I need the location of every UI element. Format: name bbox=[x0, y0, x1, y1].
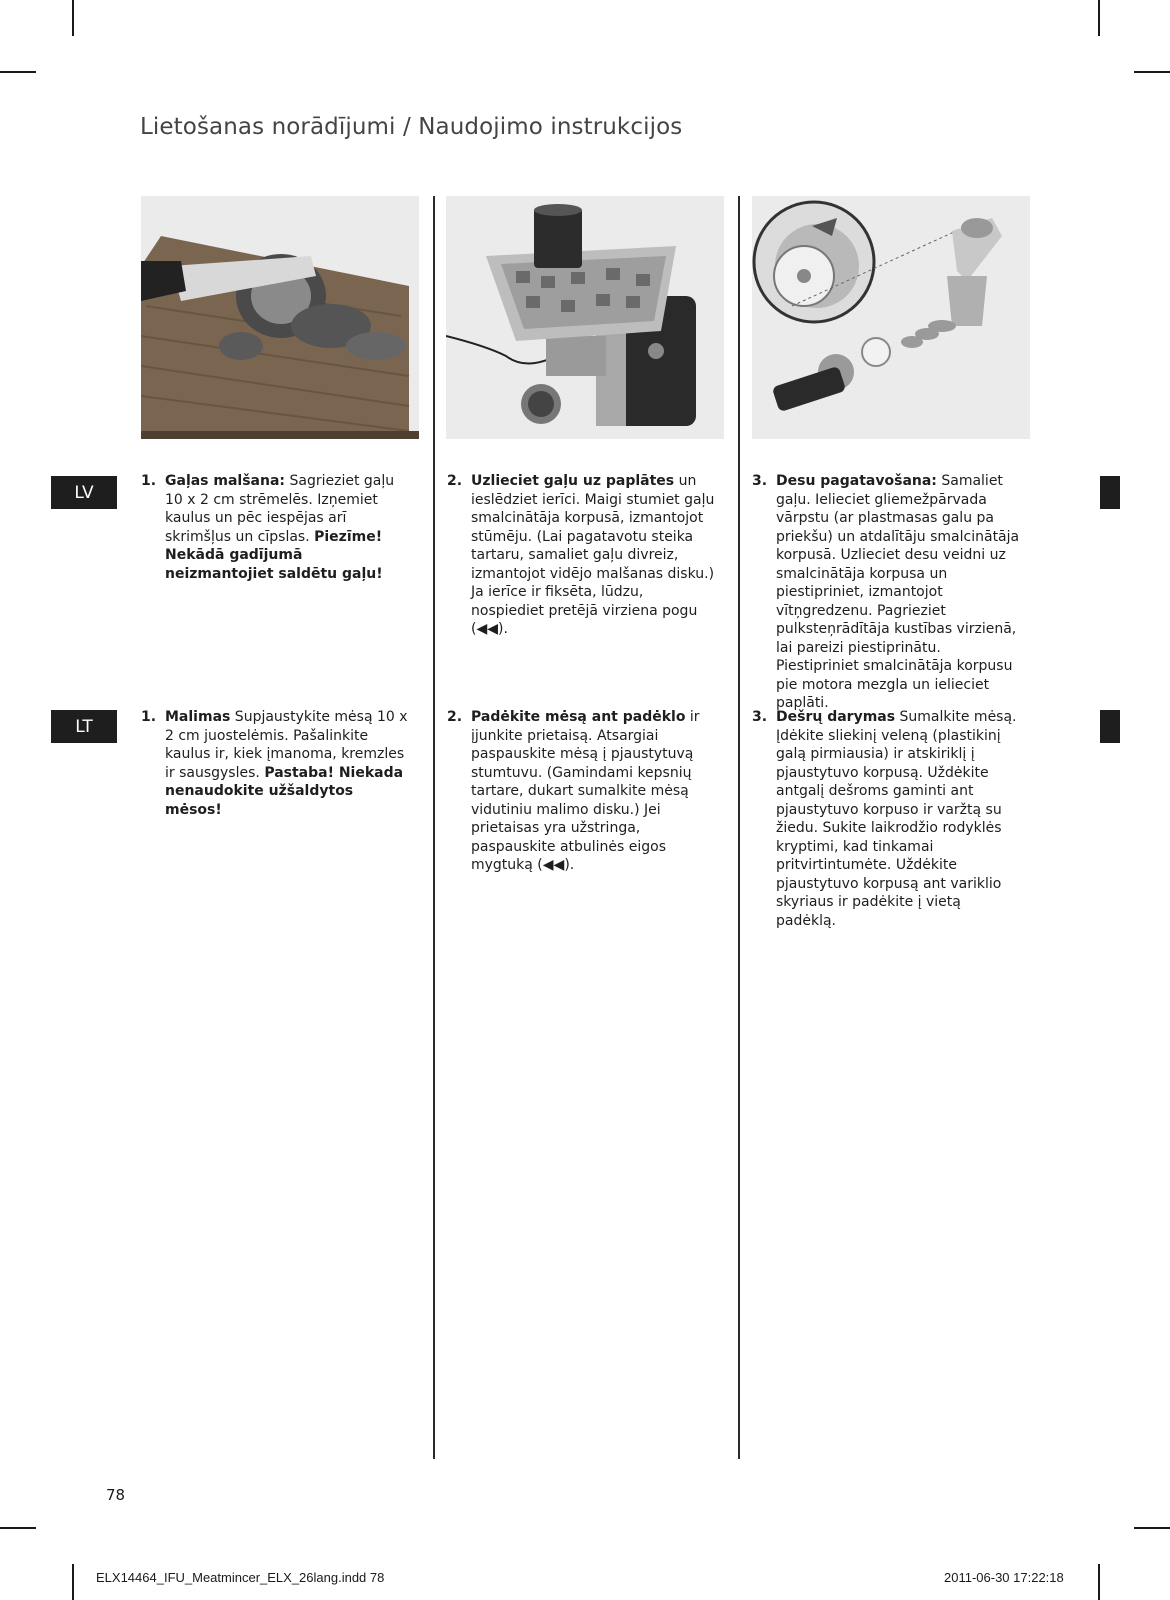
crop-mark bbox=[0, 71, 36, 73]
edge-tab bbox=[1100, 476, 1120, 509]
language-tab-lv: LV bbox=[51, 476, 117, 509]
sausage-attachment-assembly-image bbox=[752, 196, 1030, 439]
instruction-step bbox=[447, 472, 715, 639]
step-text: Samaliet gaļu. Ielieciet gliemežpārvada vārpstu (ar plastmasas galu pa priekšu) un atdalītāju smalcinātāja korpusā. Uzlieciet desu veidni uz smalcinātāja korpusa un piestipriniet, izmantojot vītņgredzenu. Pagrieziet pulksteņrādītāja kustības virzienā, lai pareizi piestiprinātu. Piestipriniet smalcinātāja korpusu pie motora mezgla un ielieciet paplāti. bbox=[776, 473, 1020, 711]
instruction-step bbox=[141, 472, 409, 583]
step-warning: Pastaba! Niekada nenaudokite užšaldytos mėsos! bbox=[165, 764, 404, 818]
step-heading: Gaļas malšana: bbox=[165, 473, 286, 489]
meat-mincer-with-tray-image bbox=[446, 196, 724, 439]
step-number: 2. bbox=[447, 473, 463, 489]
crop-mark bbox=[72, 1564, 74, 1600]
step-heading: Padėkite mėsą ant padėklo bbox=[471, 709, 686, 725]
column-divider bbox=[738, 196, 740, 1459]
step-heading: Uzlieciet gaļu uz paplātes bbox=[471, 473, 675, 489]
step-text: Supjaustykite mėsą 10 x 2 cm juostelėmis. Pašalinkite kaulus ir, kiek įmanoma, kremzles ir sausgysles. bbox=[165, 709, 408, 781]
step-text: Sagrieziet gaļu 10 x 2 cm strēmelēs. Izņemiet kaulus un pēc iespējas arī skrimšļus un cīpslas. bbox=[165, 473, 395, 545]
crop-mark bbox=[1134, 1527, 1170, 1529]
language-tab-lt: LT bbox=[51, 710, 117, 743]
step-number: 3. bbox=[752, 709, 768, 725]
crop-mark bbox=[1134, 71, 1170, 73]
reverse-icon: ◀◀ bbox=[542, 857, 565, 873]
step-number: 2. bbox=[447, 709, 463, 725]
step-text: un ieslēdziet ierīci. Maigi stumiet gaļu smalcinātāja korpusā, izmantojot stūmēju. (Lai pagatavotu steika tartaru, samaliet gaļu divreiz, izmantojot vidējo malšanas disku.) Ja ierīce ir fiksēta, lūdzu, nospiediet pretējā virziena pogu ( bbox=[471, 473, 715, 637]
crop-mark bbox=[1098, 0, 1100, 36]
step-heading: Malimas bbox=[165, 709, 231, 725]
step-heading: Dešrų darymas bbox=[776, 709, 896, 725]
page-title: Lietošanas norādījumi / Naudojimo instrukcijos bbox=[140, 114, 683, 140]
step-number: 1. bbox=[141, 709, 157, 725]
page-number: 78 bbox=[106, 1486, 126, 1504]
crop-mark bbox=[0, 1527, 36, 1529]
crop-mark bbox=[72, 0, 74, 36]
step-number: 3. bbox=[752, 473, 768, 489]
meat-cutting-board-image bbox=[141, 196, 419, 439]
step-text: ir įjunkite prietaisą. Atsargiai paspauskite mėsą į pjaustytuvą stumtuvu. (Gamindami kepsnių tartare, dukart sumalkite mėsą vidutiniu malimo disku.) Jei prietaisas yra užstringa, paspauskite atbulinės eigos mygtuką ( bbox=[471, 709, 700, 873]
footer-timestamp: 2011-06-30 17:22:18 bbox=[944, 1570, 1064, 1585]
instruction-step bbox=[447, 708, 715, 875]
step-heading: Desu pagatavošana: bbox=[776, 473, 937, 489]
footer-filename: ELX14464_IFU_Meatmincer_ELX_26lang.indd 78 bbox=[96, 1570, 385, 1585]
column-divider bbox=[433, 196, 435, 1459]
instruction-step bbox=[752, 472, 1020, 713]
instruction-step bbox=[141, 708, 409, 819]
instruction-step bbox=[752, 708, 1020, 930]
reverse-icon: ◀◀ bbox=[476, 621, 499, 637]
edge-tab bbox=[1100, 710, 1120, 743]
crop-mark bbox=[1098, 1564, 1100, 1600]
step-number: 1. bbox=[141, 473, 157, 489]
step-text-end: ). bbox=[564, 857, 575, 873]
step-warning: Piezīme! Nekādā gadījumā neizmantojiet saldētu gaļu! bbox=[165, 528, 383, 582]
step-text: Sumalkite mėsą. Įdėkite sliekinį veleną (plastikinį galą pirmiausia) ir atskiriklį į pjaustytuvo korpusą. Uždėkite antgalį dešroms gaminti ant pjaustytuvo korpuso ir varžtą su žiedu. Sukite laikrodžio rodyklės kryptimi, kad tinkamai pritvirtintumėte. Uždėkite pjaustytuvo korpusą ant variklio skyriaus ir padėkite į vietą padėklą. bbox=[776, 709, 1017, 929]
step-text-end: ). bbox=[498, 621, 508, 637]
